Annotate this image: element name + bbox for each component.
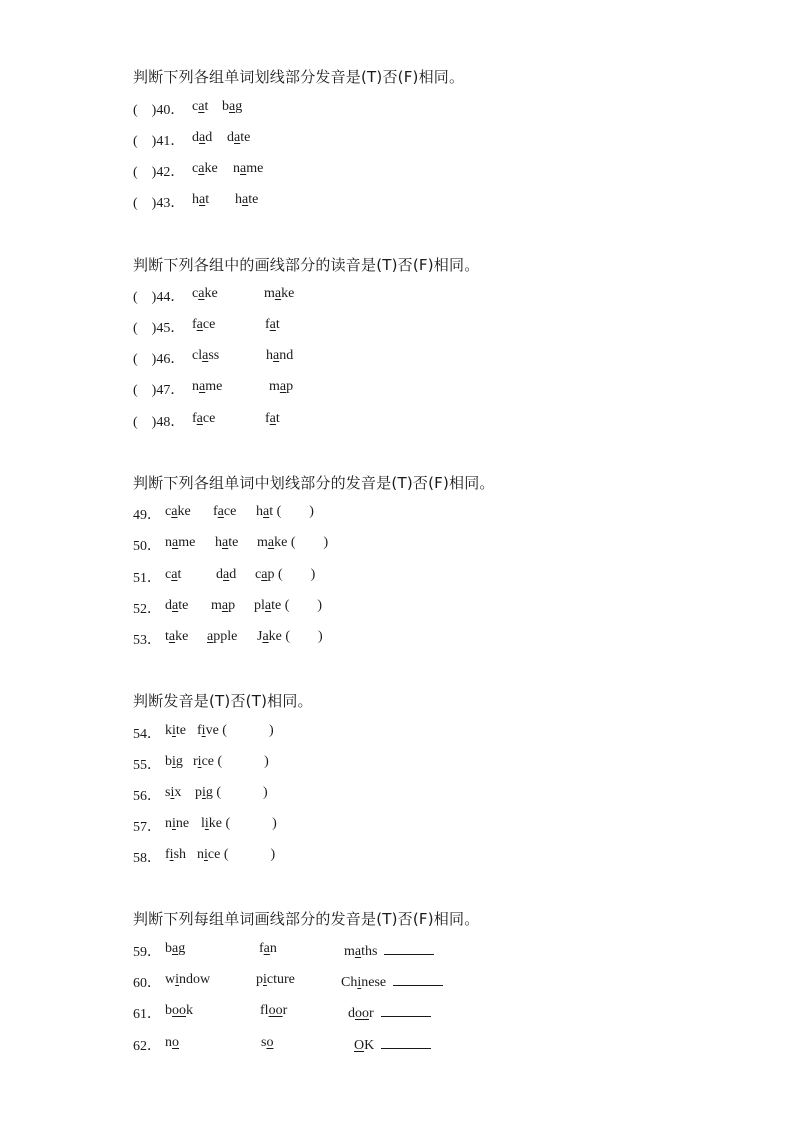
question-number: 53． <box>133 633 161 648</box>
word: name <box>233 161 264 176</box>
word: maths <box>344 941 434 960</box>
word: hat ( ) <box>256 504 314 519</box>
word: fat <box>265 317 280 332</box>
word: rice ( ) <box>193 754 269 769</box>
answer-blank[interactable] <box>393 972 443 986</box>
word: cat <box>192 99 209 114</box>
question-number: ( )47． <box>133 383 185 398</box>
word: fan <box>259 941 277 956</box>
word: cake <box>192 161 218 176</box>
word: class <box>192 348 220 363</box>
word: hand <box>266 348 294 363</box>
word: map <box>269 379 294 394</box>
word: face <box>213 504 237 519</box>
word: nine <box>165 816 190 831</box>
answer-blank[interactable] <box>384 941 434 955</box>
word: name <box>165 535 196 550</box>
word: cake <box>192 286 218 301</box>
word: hat <box>192 192 210 207</box>
word: name <box>192 379 223 394</box>
question-number: 58． <box>133 851 161 866</box>
word: face <box>192 317 216 332</box>
word: face <box>192 411 216 426</box>
question-number: ( )44． <box>133 290 185 305</box>
word: picture <box>256 972 295 987</box>
word: fish <box>165 847 187 862</box>
word: cake <box>165 504 191 519</box>
word: plate ( ) <box>254 598 323 613</box>
word: cat <box>165 567 182 582</box>
answer-blank[interactable] <box>381 1035 431 1049</box>
question-number: 56． <box>133 789 161 804</box>
word: big <box>165 754 183 769</box>
word: floor <box>260 1003 288 1018</box>
question-number: 55． <box>133 758 161 773</box>
word: make <box>264 286 295 301</box>
word: bag <box>222 99 243 114</box>
word: dad <box>192 130 213 145</box>
question-number: 49． <box>133 508 161 523</box>
word: dad <box>216 567 237 582</box>
word: no <box>165 1035 179 1050</box>
word: Chinese <box>341 972 443 991</box>
section-1-title: 判断下列各组单词划线部分发音是(T)否(F)相同。 <box>133 68 465 86</box>
word: make ( ) <box>257 535 329 550</box>
question-number: ( )45． <box>133 321 185 336</box>
question-number: ( )48． <box>133 415 185 430</box>
word: so <box>261 1035 274 1050</box>
question-number: ( )40． <box>133 103 185 118</box>
section-3-title: 判断下列各组单词中划线部分的发音是(T)否(F)相同。 <box>133 474 495 492</box>
word: pig ( ) <box>195 785 268 800</box>
word: hate <box>235 192 259 207</box>
question-number: 52． <box>133 602 161 617</box>
question-number: 62． <box>133 1039 161 1054</box>
word: six <box>165 785 182 800</box>
word: OK <box>354 1035 431 1054</box>
word: like ( ) <box>201 816 277 831</box>
question-number: 50． <box>133 539 161 554</box>
question-number: 60． <box>133 976 161 991</box>
word: date <box>165 598 189 613</box>
question-number: ( )46． <box>133 352 185 367</box>
section-2-title: 判断下列各组中的画线部分的读音是(T)否(F)相同。 <box>133 256 480 274</box>
word: kite <box>165 723 186 738</box>
question-number: 51． <box>133 571 161 586</box>
question-number: ( )43． <box>133 196 185 211</box>
word: map <box>211 598 236 613</box>
word: bag <box>165 941 186 956</box>
section-4-title: 判断发音是(T)否(T)相同。 <box>133 692 313 710</box>
question-number: 54． <box>133 727 161 742</box>
word: take <box>165 629 189 644</box>
word: door <box>348 1003 431 1022</box>
word: cap ( ) <box>255 567 316 582</box>
question-number: 59． <box>133 945 161 960</box>
word: book <box>165 1003 193 1018</box>
question-number: ( )41． <box>133 134 185 149</box>
answer-blank[interactable] <box>381 1003 431 1017</box>
word: five ( ) <box>197 723 274 738</box>
word: hate <box>215 535 239 550</box>
word: date <box>227 130 251 145</box>
word: apple <box>207 629 238 644</box>
question-number: 57． <box>133 820 161 835</box>
word: window <box>165 972 211 987</box>
section-5-title: 判断下列每组单词画线部分的发音是(T)否(F)相同。 <box>133 910 480 928</box>
word: Jake ( ) <box>257 629 323 644</box>
question-number: ( )42． <box>133 165 185 180</box>
word: fat <box>265 411 280 426</box>
question-number: 61． <box>133 1007 161 1022</box>
word: nice ( ) <box>197 847 276 862</box>
